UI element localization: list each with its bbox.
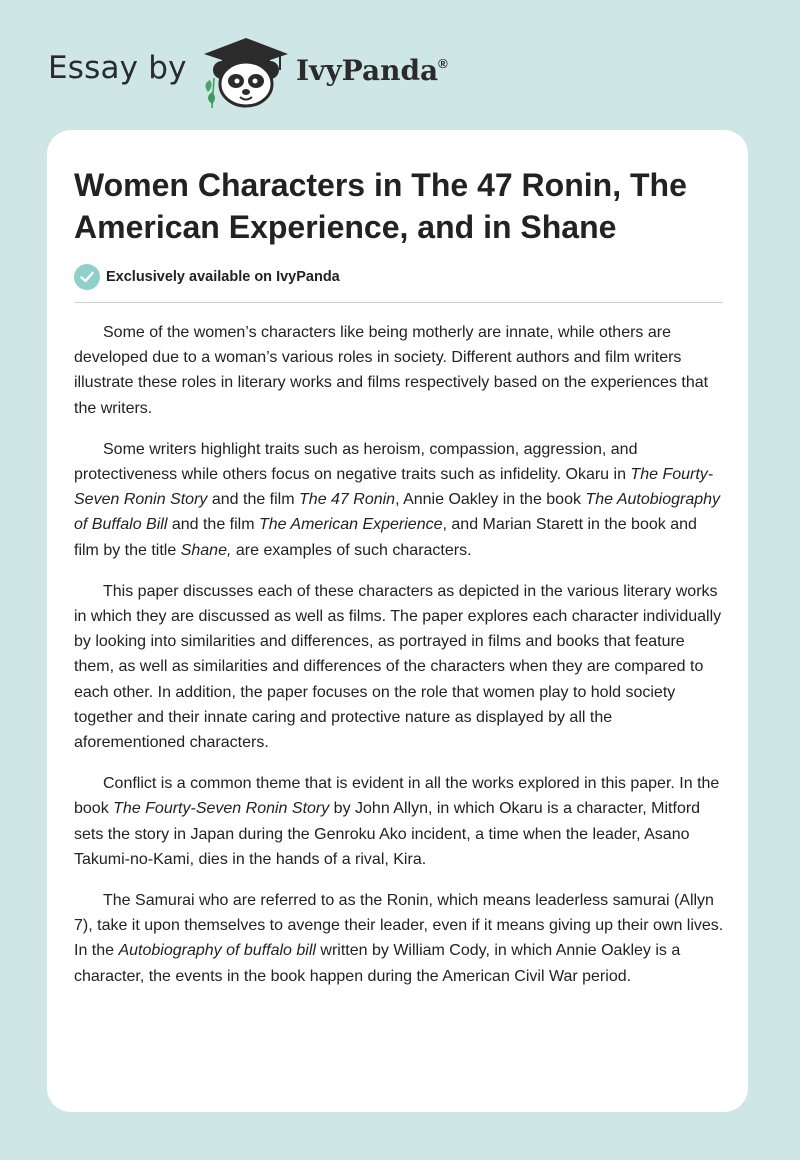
site-header bbox=[0, 0, 800, 120]
title-reference: The Fourty-Seven Ronin Story bbox=[113, 800, 330, 818]
text-run: and the film bbox=[207, 491, 300, 509]
paragraph bbox=[74, 771, 726, 872]
ivypanda-logo-icon[interactable] bbox=[200, 34, 292, 110]
text-run: are examples of such characters. bbox=[231, 541, 472, 559]
title-reference: The 47 Ronin bbox=[299, 491, 396, 509]
text-run: , and Marian Starett in the book and film by the title bbox=[74, 516, 697, 559]
paragraph bbox=[74, 579, 726, 755]
text-run: Conflict is a common theme that is evident in all the works explored in this paper. In the book bbox=[74, 775, 720, 818]
title-reference: Autobiography of buffalo bill bbox=[118, 942, 316, 960]
title-reference: The Autobiography of Buffalo Bill bbox=[74, 491, 721, 534]
divider bbox=[74, 302, 723, 303]
registered-mark: ® bbox=[438, 56, 448, 71]
text-run: Some writers highlight traits such as heroism, compassion, aggression, and protectiveness while others focus on negative traits such as infidelity. Okaru in bbox=[74, 440, 638, 484]
text-run: written by William Cody, in which Annie Oakley is a character, the events in the book happen during the American Civil War period. bbox=[74, 942, 681, 985]
article-body bbox=[74, 320, 726, 1005]
title-reference: The Fourty-Seven Ronin Story bbox=[74, 466, 714, 509]
paragraph bbox=[74, 320, 726, 421]
paragraph bbox=[74, 888, 726, 989]
text-run: by John Allyn, in which Okaru is a character, Mitford sets the story in Japan during the Genroku Ako incident, a time when the leader, Asano Takumi-no-Kami, dies in the hands of a rival, Kira. bbox=[74, 800, 701, 868]
text-run: This paper discusses each of these characters as depicted in the various literary works in which they are discussed as well as films. The paper explores each character individually by looking into similarities and differences, as portrayed in films and books that feature them, as well as similarities and differences of the characters when they are compared to each other. In addition, the paper focuses on the role that women play to hold society together and their innate caring and protective nature as displayed by all the aforementioned characters. bbox=[74, 582, 722, 752]
text-run: , Annie Oakley in the book bbox=[395, 491, 586, 509]
essay-by-label: Essay by bbox=[48, 50, 187, 86]
text-run: and the film bbox=[167, 516, 259, 534]
brand-name[interactable]: IvyPanda® bbox=[296, 54, 448, 87]
title-reference: Shane, bbox=[180, 541, 232, 559]
title-reference: The American Experience bbox=[259, 516, 443, 534]
page-title: Women Characters in The 47 Ronin, The American Experience, and in Shane bbox=[74, 167, 687, 245]
check-icon bbox=[74, 264, 100, 290]
exclusive-badge bbox=[74, 264, 340, 290]
article-card bbox=[47, 130, 748, 1112]
text-run: The Samurai who are referred to as the Ronin, which means leaderless samurai (Allyn 7), take it upon themselves to avenge their leader, even if it means giving up their own lives. In the bbox=[74, 892, 724, 960]
paragraph bbox=[74, 437, 726, 563]
exclusive-label: Exclusively available on IvyPanda bbox=[106, 269, 340, 285]
text-run: Some of the women’s characters like being motherly are innate, while others are developed due to a woman’s various roles in society. Different authors and film writers illustrate these roles in literary works and films respectively based on the experiences that the writers. bbox=[74, 324, 709, 417]
